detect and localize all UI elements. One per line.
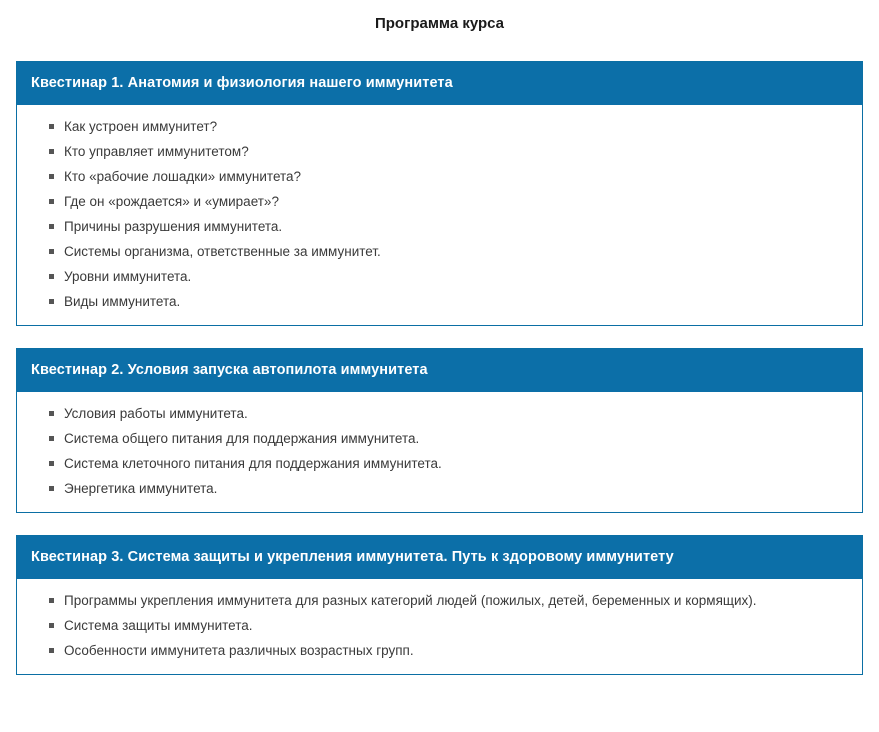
- list-item: [31, 114, 848, 139]
- module-body: [17, 579, 862, 674]
- list-item-label: Система общего питания для поддержания иммунитета.: [64, 431, 420, 446]
- page-title: Программа курса: [374, 15, 505, 32]
- module-topic-list: [31, 114, 848, 314]
- list-item: [31, 264, 848, 289]
- list-item-label: Где он «рождается» и «умирает»?: [64, 194, 279, 209]
- square-bullet-icon: [49, 199, 54, 204]
- list-item: [31, 289, 848, 314]
- list-item: [31, 239, 848, 264]
- list-item: [31, 189, 848, 214]
- square-bullet-icon: [49, 486, 54, 491]
- list-item-label: Условия работы иммунитета.: [64, 406, 248, 421]
- module-topic-list: [31, 401, 848, 501]
- square-bullet-icon: [49, 149, 54, 154]
- course-program-page: [0, 14, 879, 675]
- list-item: [31, 164, 848, 189]
- square-bullet-icon: [49, 623, 54, 628]
- square-bullet-icon: [49, 598, 54, 603]
- square-bullet-icon: [49, 411, 54, 416]
- list-item-label: Кто управляет иммунитетом?: [64, 144, 249, 159]
- list-item: [31, 588, 848, 613]
- square-bullet-icon: [49, 224, 54, 229]
- list-item-label: Кто «рабочие лошадки» иммунитета?: [64, 169, 302, 184]
- module-header: Квестинар 2. Условия запуска автопилота иммунитета: [17, 349, 862, 392]
- module-body: [17, 105, 862, 325]
- list-item: [31, 426, 848, 451]
- list-item-label: Программы укрепления иммунитета для разных категорий людей (пожилых, детей, беременных и кормящих).: [64, 593, 757, 608]
- module-topic-list: [31, 588, 848, 663]
- module-header: Квестинар 1. Анатомия и физиология нашего иммунитета: [17, 62, 862, 105]
- list-item: [31, 613, 848, 638]
- square-bullet-icon: [49, 274, 54, 279]
- list-item: [31, 401, 848, 426]
- list-item-label: Уровни иммунитета.: [64, 269, 192, 284]
- square-bullet-icon: [49, 174, 54, 179]
- module-list: [16, 61, 863, 675]
- module-card: [16, 535, 863, 675]
- list-item-label: Системы организма, ответственные за иммунитет.: [64, 244, 381, 259]
- list-item-label: Энергетика иммунитета.: [64, 481, 218, 496]
- square-bullet-icon: [49, 648, 54, 653]
- list-item: [31, 139, 848, 164]
- square-bullet-icon: [49, 249, 54, 254]
- list-item-label: Причины разрушения иммунитета.: [64, 219, 283, 234]
- square-bullet-icon: [49, 461, 54, 466]
- square-bullet-icon: [49, 124, 54, 129]
- list-item-label: Система защиты иммунитета.: [64, 618, 253, 633]
- module-card: [16, 61, 863, 326]
- list-item: [31, 214, 848, 239]
- list-item-label: Как устроен иммунитет?: [64, 119, 218, 134]
- module-card: [16, 348, 863, 513]
- list-item: [31, 638, 848, 663]
- module-header: Квестинар 3. Система защиты и укрепления иммунитета. Путь к здоровому иммунитету: [17, 536, 862, 579]
- list-item: [31, 451, 848, 476]
- module-body: [17, 392, 862, 512]
- square-bullet-icon: [49, 299, 54, 304]
- list-item-label: Особенности иммунитета различных возрастных групп.: [64, 643, 414, 658]
- list-item-label: Система клеточного питания для поддержания иммунитета.: [64, 456, 442, 471]
- list-item-label: Виды иммунитета.: [64, 294, 181, 309]
- list-item: [31, 476, 848, 501]
- square-bullet-icon: [49, 436, 54, 441]
